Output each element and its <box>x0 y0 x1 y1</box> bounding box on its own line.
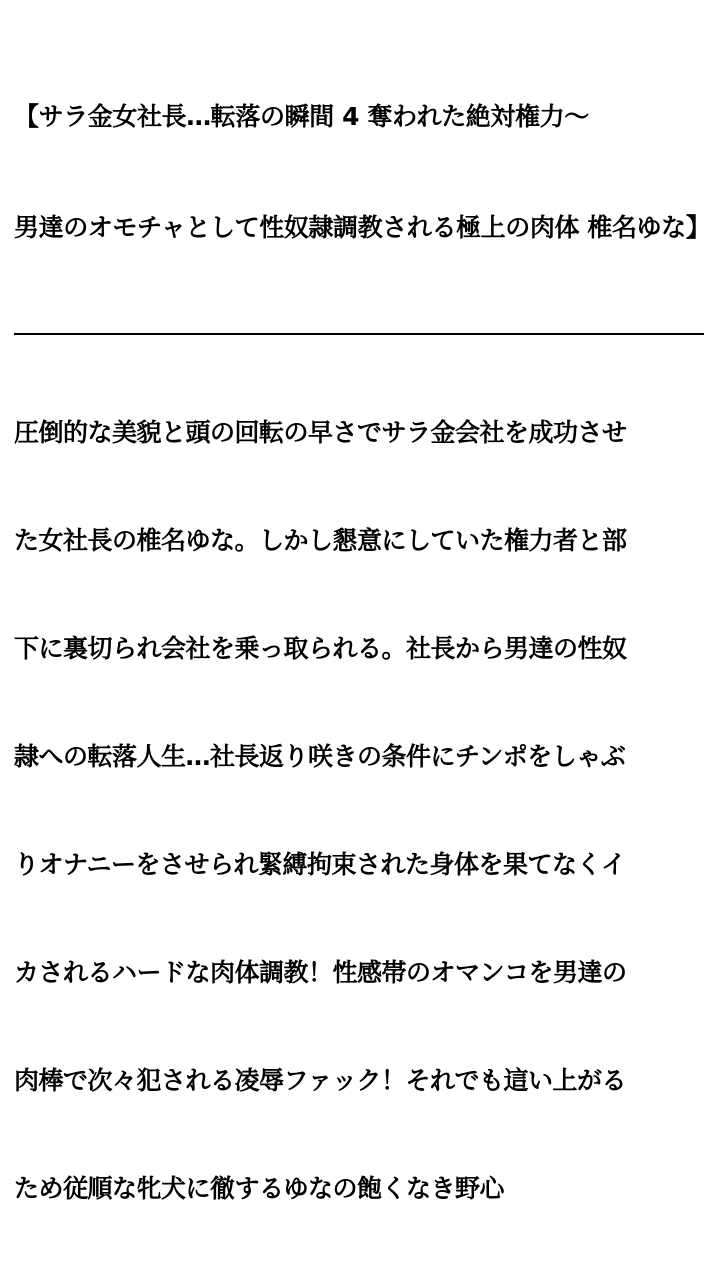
horizontal-divider <box>14 333 704 335</box>
body-line-4: 隷への転落人生…社長返り咲きの条件にチンポをしゃぶ <box>14 742 626 771</box>
body-line-6: カされるハードな肉体調教！性感帯のオマンコを男達の <box>14 958 627 987</box>
body-line-1: 圧倒的な美貌と頭の回転の早さでサラ金会社を成功させ <box>14 418 627 447</box>
document-title <box>14 24 711 320</box>
body-line-3: 下に裏切られ会社を乗っ取られる。社長から男達の性奴 <box>14 634 627 663</box>
document-body <box>14 343 704 1279</box>
body-line-2: た女社長の椎名ゆな。しかし懇意にしていた権力者と部 <box>14 526 627 555</box>
title-line-1: 【サラ金女社長…転落の瞬間 4 奪われた絶対権力～ <box>14 102 589 131</box>
title-line-2: 男達のオモチャとして性奴隷調教される極上の肉体 椎名ゆな】 <box>14 213 711 242</box>
body-line-7: 肉棒で次々犯される凌辱ファック！それでも這い上がる <box>14 1066 627 1095</box>
body-line-5: りオナニーをさせられ緊縛拘束された身体を果てなくイ <box>14 850 626 879</box>
body-line-8: ため従順な牝犬に徹するゆなの飽くなき野心 <box>14 1174 505 1203</box>
